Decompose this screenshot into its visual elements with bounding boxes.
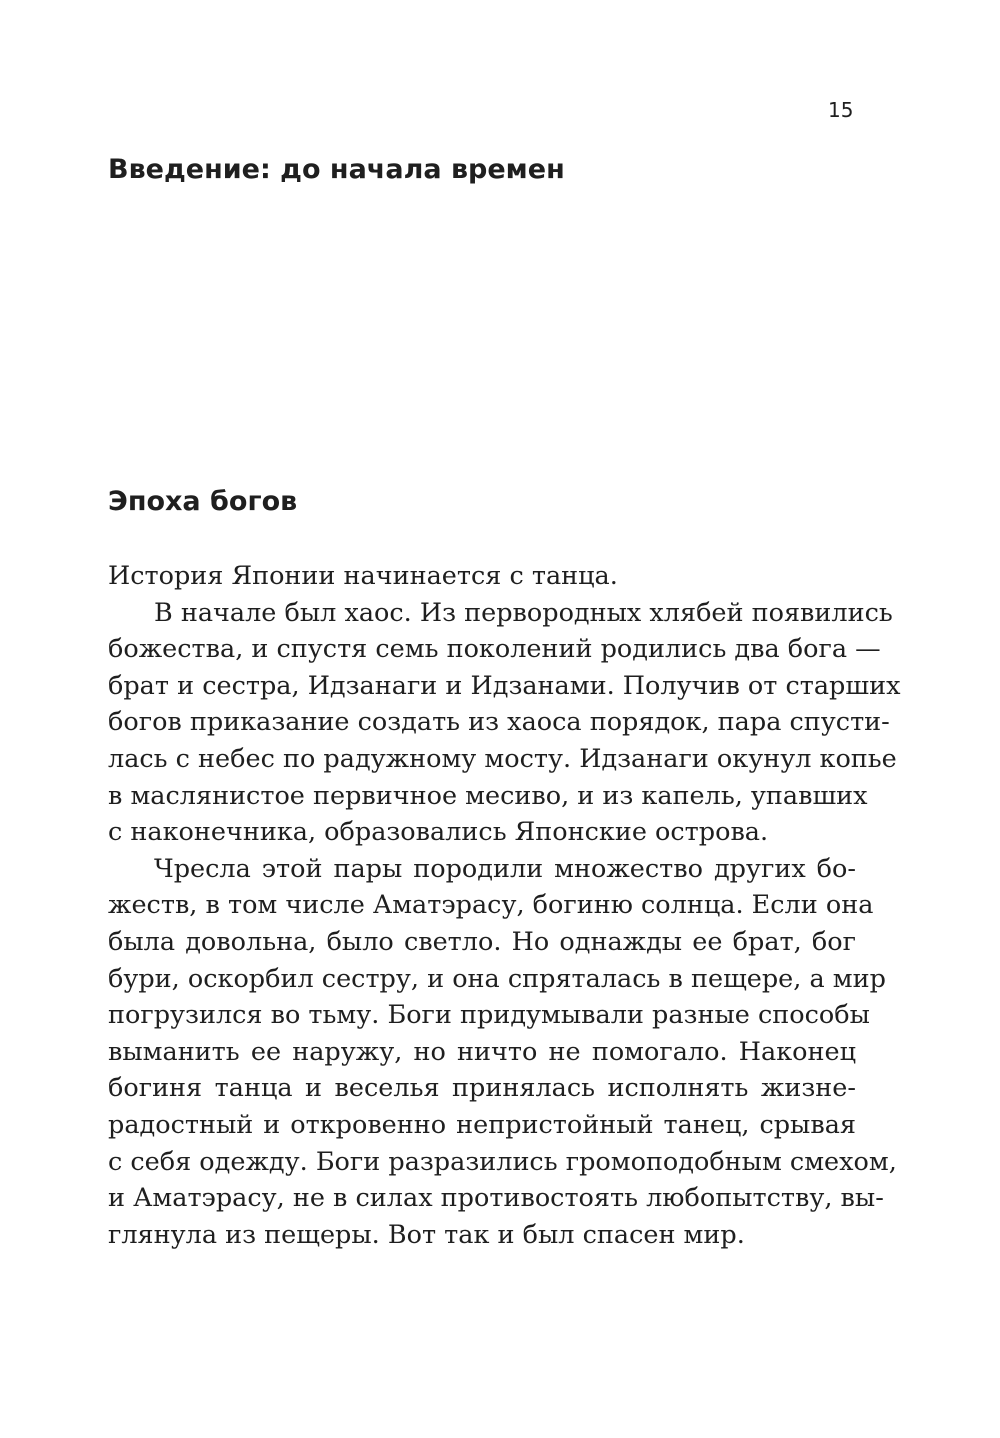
text-line: История Японии начинается с танца. bbox=[108, 561, 618, 591]
text-line: с наконечника, образовались Японские острова. bbox=[108, 817, 769, 848]
section-title: Эпоха богов bbox=[108, 486, 298, 517]
text-line: богов приказание создать из хаоса порядок, пара спусти- bbox=[108, 707, 890, 738]
body-text bbox=[108, 558, 901, 1253]
text-line: глянула из пещеры. Вот так и был спасен мир. bbox=[108, 1219, 745, 1250]
text-line: В начале был хаос. Из первородных хлябей появились bbox=[154, 597, 893, 628]
chapter-title: Введение: до начала времен bbox=[108, 154, 565, 185]
text-line: с себя одежду. Боги разразились громоподобным смехом, bbox=[108, 1146, 897, 1177]
text-line: выманить ее наружу, но ничто не помогало. Наконец bbox=[108, 1036, 856, 1067]
text-line: радостный и откровенно непристойный танец, срывая bbox=[108, 1109, 856, 1140]
text-line: жеств, в том числе Аматэрасу, богиню солнца. Если она bbox=[108, 890, 874, 921]
text-line: брат и сестра, Идзанаги и Идзанами. Получив от старших bbox=[108, 670, 901, 701]
text-line: погрузился во тьму. Боги придумывали разные способы bbox=[108, 1000, 870, 1031]
text-line: бури, оскорбил сестру, и она спряталась в пещере, а мир bbox=[108, 963, 886, 994]
text-line: в маслянистое первичное месиво, и из капель, упавших bbox=[108, 780, 868, 811]
text-line: и Аматэрасу, не в силах противостоять любопытству, вы- bbox=[108, 1183, 884, 1214]
page-number: 15 bbox=[828, 98, 854, 122]
text-line: лась с небес по радужному мосту. Идзанаги окунул копье bbox=[108, 743, 897, 774]
text-line: Чресла этой пары породили множество других бо- bbox=[154, 853, 856, 884]
text-line: была довольна, было светло. Но однажды ее брат, бог bbox=[108, 926, 856, 957]
text-line: богиня танца и веселья принялась исполнять жизне- bbox=[108, 1073, 856, 1104]
text-line: божества, и спустя семь поколений родились два бога — bbox=[108, 634, 881, 665]
